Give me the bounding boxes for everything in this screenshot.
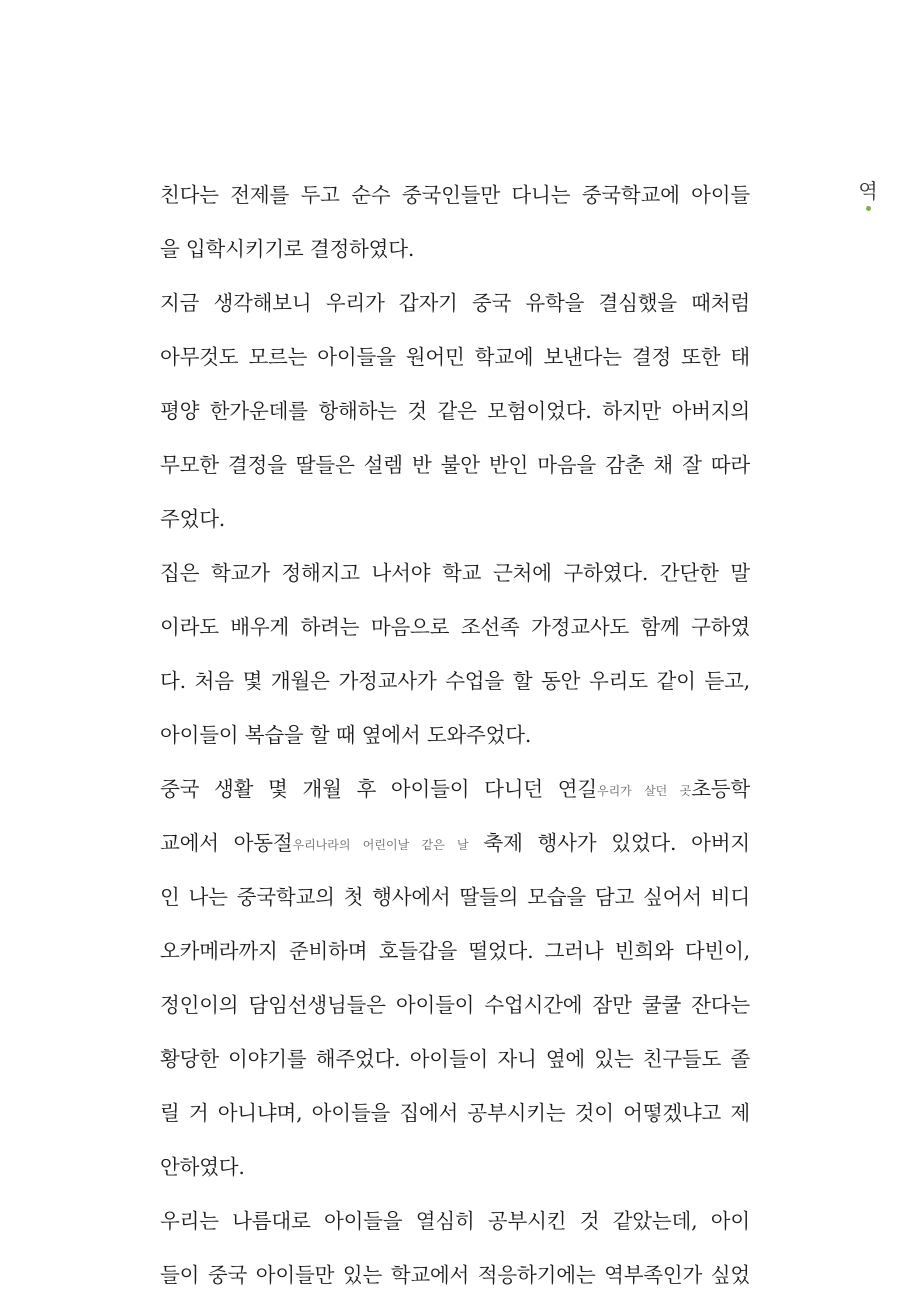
text-line [160, 762, 750, 816]
text-line: 평양 한가운데를 항해하는 것 같은 모험이었다. 하지만 아버지의 [160, 399, 750, 423]
inline-annotation: 우리가 살던 곳 [597, 784, 692, 798]
body-text [160, 168, 750, 1302]
text-line: 친다는 전제를 두고 순수 중국인들만 다니는 중국학교에 아이들 [160, 183, 750, 207]
side-tab-marker [858, 180, 878, 211]
text-line: 릴 거 아니냐며, 아이들을 집에서 공부시키는 것이 어떻겠냐고 제 [160, 1101, 750, 1125]
text-line: 아이들이 복습을 할 때 옆에서 도와주었다. [160, 723, 532, 747]
text-line: 우리는 나름대로 아이들을 열심히 공부시킨 것 같았는데, 아이 [160, 1209, 750, 1233]
text-line: 무모한 결정을 딸들은 설렘 반 불안 반인 마음을 감춘 채 잘 따라 [160, 453, 750, 477]
text-line: 인 나는 중국학교의 첫 행사에서 딸들의 모습을 담고 싶어서 비디 [160, 885, 750, 909]
text-line: 정인이의 담임선생님들은 아이들이 수업시간에 잠만 쿨쿨 잔다는 [160, 993, 750, 1017]
side-dot-icon [866, 206, 871, 211]
inline-annotation: 우리나라의 어린이날 같은 날 [292, 838, 469, 852]
text-line: 이라도 배우게 하려는 마음으로 조선족 가정교사도 함께 구하였 [160, 615, 750, 639]
text-line: 안하였다. [160, 1155, 245, 1179]
text-line [160, 816, 750, 870]
text-line: 지금 생각해보니 우리가 갑자기 중국 유학을 결심했을 때처럼 [160, 291, 750, 315]
text-line: 들이 중국 아이들만 있는 학교에서 적응하기에는 역부족인가 싶었 [160, 1263, 750, 1287]
text-line: 을 입학시키기로 결정하였다. [160, 237, 415, 261]
text-line: 주었다. [160, 507, 226, 531]
side-label: 역 [858, 179, 878, 203]
text-segment: 교에서 아동절 [160, 831, 293, 855]
text-segment: 중국 생활 몇 개월 후 아이들이 다니던 연길 [160, 777, 597, 801]
text-line: 오카메라까지 준비하며 호들갑을 떨었다. 그러나 빈희와 다빈이, [160, 939, 750, 963]
text-line: 집은 학교가 정해지고 나서야 학교 근처에 구하였다. 간단한 말 [160, 561, 750, 585]
text-line: 다. 처음 몇 개월은 가정교사가 수업을 할 동안 우리도 같이 듣고, [160, 669, 750, 693]
text-segment: 축제 행사가 있었다. 아버지 [468, 831, 750, 855]
text-line: 황당한 이야기를 해주었다. 아이들이 자니 옆에 있는 친구들도 졸 [160, 1047, 750, 1071]
text-line: 아무것도 모르는 아이들을 원어민 학교에 보낸다는 결정 또한 태 [160, 345, 750, 369]
text-segment: 초등학 [691, 777, 751, 801]
